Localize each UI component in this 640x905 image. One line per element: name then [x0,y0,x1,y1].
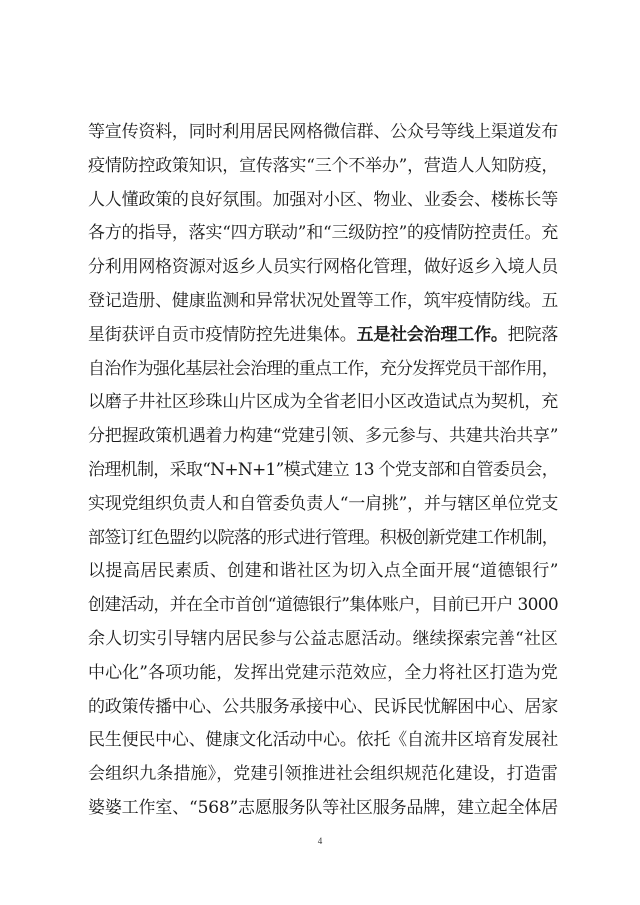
page-number: 4 [317,836,323,846]
text-line: 以提高居民素质、创建和谐社区为切入点全面开展“道德银行” [88,561,559,582]
text-line: 登记造册、健康监测和异常状况处置等工作，筑牢疫情防线。五 [88,290,558,311]
text-line: 实现党组织负责人和自管委负责人“一肩挑”，并与辖区单位党支 [88,493,559,514]
text-line-with-heading: 星街获评自贡市疫情防控先进集体。五是社会治理工作。把院落 [88,324,559,345]
text-line: 民生便民中心、健康文化活动中心。依托《自流井区培育发展社 [88,730,558,751]
text-line: 创建活动，并在全市首创“道德银行”集体账户，目前已开户 3000 [88,595,558,616]
text-line: 各方的指导，落实“四方联动”和“三级防控”的疫情防控责任。充 [88,223,558,244]
text-line: 的政策传播中心、公共服务承接中心、民诉民忧解困中心、居家 [88,696,558,717]
text-line: 会组织九条措施》，党建引领推进社会组织规范化建设，打造雷 [88,764,558,785]
text-line: 疫情防控政策知识，宣传落实“三个不举办”，营造人人知防疫， [88,155,559,176]
text-line: 部签订红色盟约以院落的形式进行管理。积极创新党建工作机制， [88,527,558,548]
body-paragraph [88,116,558,826]
text-line: 婆婆工作室、“568”志愿服务队等社区服务品牌，建立起全体居 [88,797,558,818]
text-line: 治理机制，采取“N+N+1”模式建立 13 个党支部和自管委员会， [88,459,558,480]
text-line: 分利用网格资源对返乡人员实行网格化管理，做好返乡入境人员 [88,257,558,278]
text-line: 以磨子井社区珍珠山片区成为全省老旧小区改造试点为契机，充 [88,392,558,413]
text-line: 中心化”各项功能，发挥出党建示范效应，全力将社区打造为党 [88,662,558,683]
text-line: 自治作为强化基层社会治理的重点工作，充分发挥党员干部作用， [88,358,558,379]
text-line: 等宣传资料，同时利用居民网格微信群、公众号等线上渠道发布 [88,122,558,142]
text-line: 余人切实引导辖内居民参与公益志愿活动。继续探索完善“社区 [88,628,558,649]
section-heading-inline: 五是社会治理工作。 [356,324,508,345]
text-line: 人人懂政策的良好氛围。加强对小区、物业、业委会、楼栋长等 [88,189,558,210]
text-line: 分把握政策机遇着力构建“党建引领、多元参与、共建共治共享” [88,426,559,447]
